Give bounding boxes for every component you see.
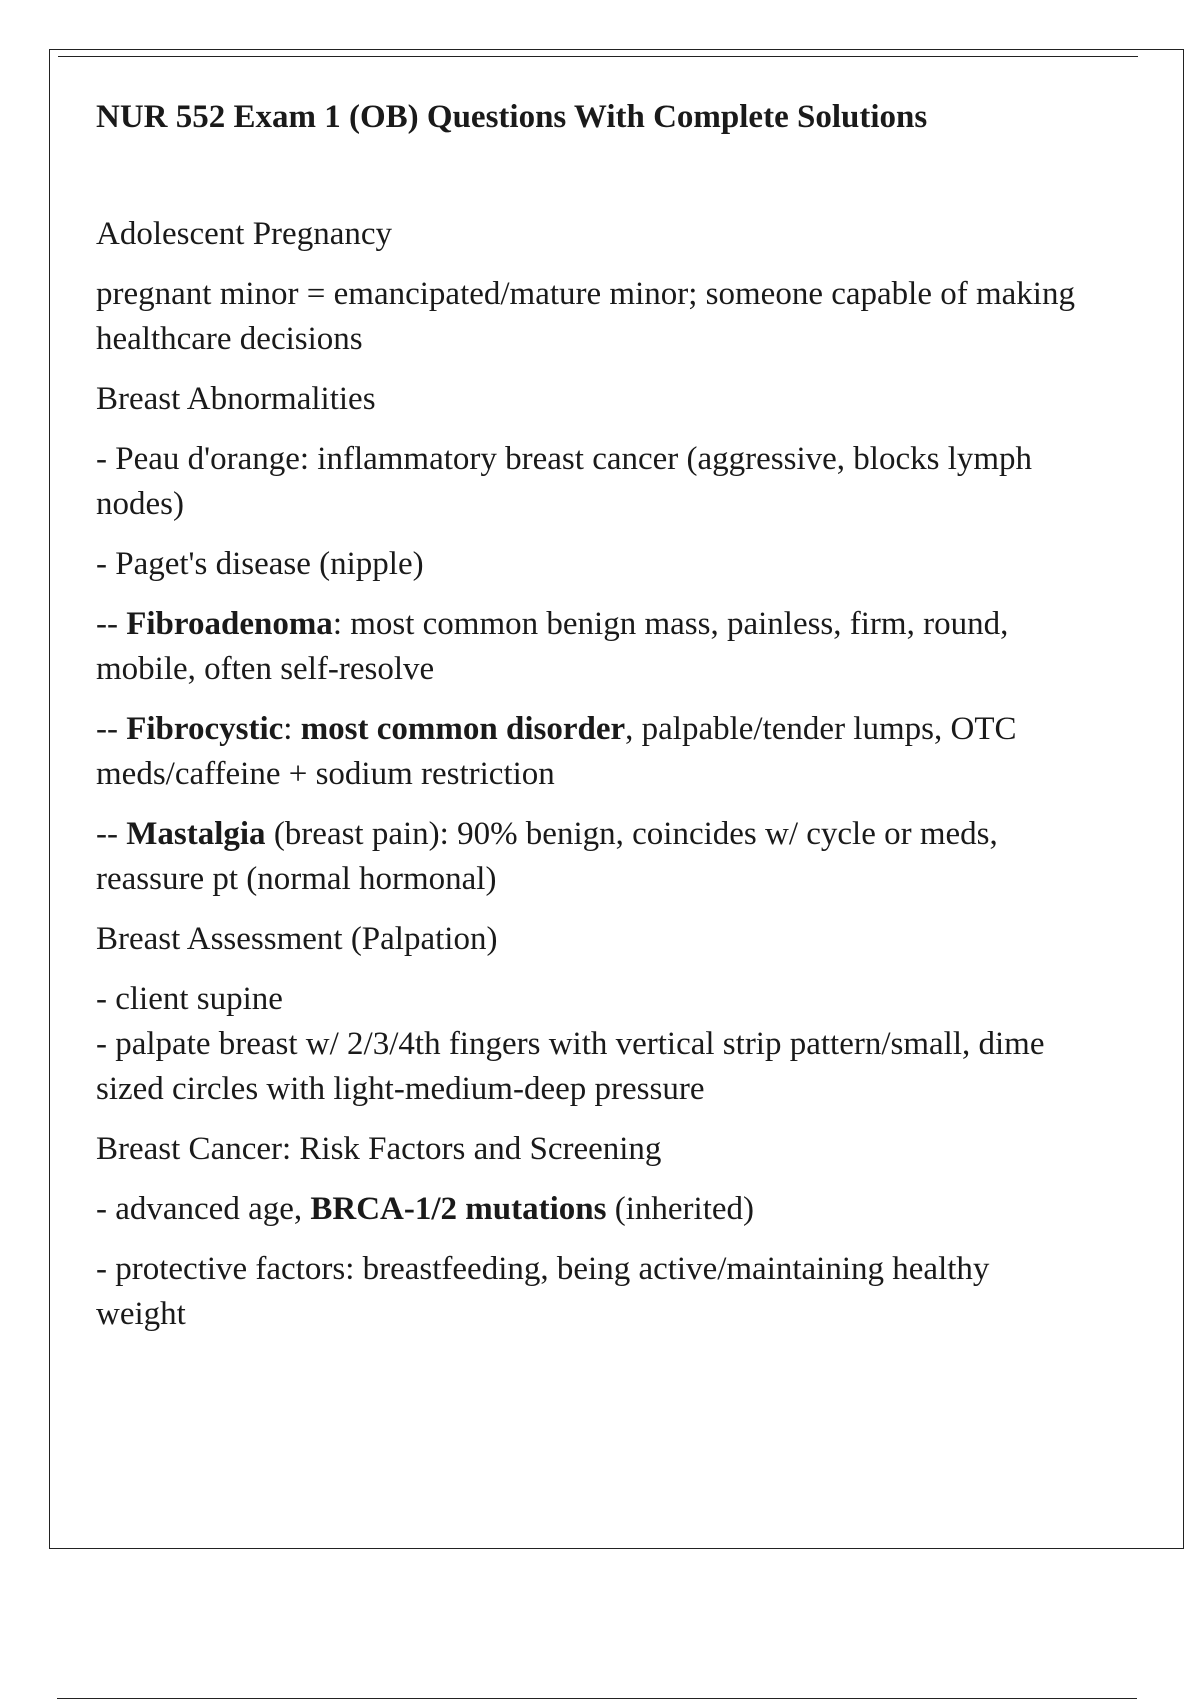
answer-fibroadenoma xyxy=(96,602,1086,692)
question-breast-cancer: Breast Cancer: Risk Factors and Screening xyxy=(96,1131,662,1167)
brca-emphasis: BRCA-1/2 mutations xyxy=(310,1191,607,1227)
question-breast-assessment: Breast Assessment (Palpation) xyxy=(96,921,498,957)
answer-protective-factors: - protective factors: breastfeeding, being active/maintaining healthy weight xyxy=(96,1251,990,1332)
qa-list xyxy=(96,212,1086,1337)
next-page-rule xyxy=(57,1698,1137,1699)
answer-client-supine: - client supine xyxy=(96,981,283,1017)
answer-adolescent-pregnancy: pregnant minor = emancipated/mature minor; someone capable of making healthcare decisions xyxy=(96,276,1075,357)
answer-fibrocystic xyxy=(96,707,1086,797)
fibroadenoma-prefix: -- xyxy=(96,606,127,642)
answer-mastalgia xyxy=(96,812,1086,902)
risk-prefix: - advanced age, xyxy=(96,1191,311,1227)
answer-risk-factors xyxy=(96,1187,1086,1232)
question-adolescent-pregnancy: Adolescent Pregnancy xyxy=(96,216,392,252)
document-body xyxy=(96,96,1086,1352)
question-breast-abnormalities: Breast Abnormalities xyxy=(96,381,376,417)
fibrocystic-term: Fibrocystic xyxy=(126,711,284,747)
fibroadenoma-term: Fibroadenoma xyxy=(126,606,333,642)
risk-suffix: (inherited) xyxy=(606,1191,755,1227)
fibrocystic-prefix: -- xyxy=(96,711,127,747)
fibrocystic-emphasis: most common disorder xyxy=(300,711,626,747)
answer-peau-dorange: - Peau d'orange: inflammatory breast cancer (aggressive, blocks lymph nodes) xyxy=(96,441,1033,522)
answer-pagets-disease: - Paget's disease (nipple) xyxy=(96,546,424,582)
fibrocystic-description: , palpable/tender lumps, OTC meds/caffeine + sodium restriction xyxy=(96,711,1017,792)
mastalgia-description: (breast pain): 90% benign, coincides w/ cycle or meds, reassure pt (normal hormonal) xyxy=(96,816,998,897)
answer-palpate-technique: - palpate breast w/ 2/3/4th fingers with vertical strip pattern/small, dime sized circles with light-medium-deep pressure xyxy=(96,1026,1045,1107)
mastalgia-prefix: -- xyxy=(96,816,127,852)
document-title: NUR 552 Exam 1 (OB) Questions With Complete Solutions xyxy=(96,99,928,135)
mastalgia-term: Mastalgia xyxy=(126,816,266,852)
fibrocystic-separator: : xyxy=(283,711,301,747)
fibroadenoma-description: : most common benign mass, painless, firm, round, mobile, often self-resolve xyxy=(96,606,1009,687)
top-rule xyxy=(58,56,1138,57)
